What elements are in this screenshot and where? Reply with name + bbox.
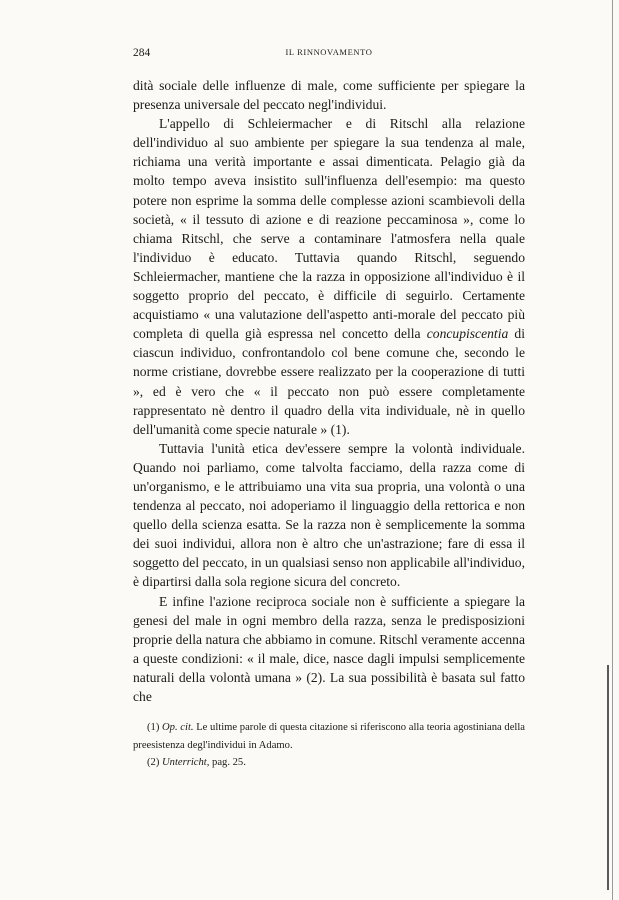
page-edge-mark [607, 665, 609, 890]
main-text [133, 76, 525, 706]
paragraph [133, 114, 525, 439]
footnote [133, 719, 525, 754]
footnote-marker: (2) [147, 757, 160, 768]
page-header [133, 47, 525, 63]
footnote-ref: Unterricht, [162, 757, 210, 768]
paragraph: dità sociale delle influenze di male, come sufficiente per spiegare la presenza universale del peccato negl'individui. [133, 78, 525, 113]
paragraph: E infine l'azione reciproca sociale non è sufficiente a spiegare la genesi del male in ogni membro della razza, senza le predisposizioni proprie della natura che abbiamo in comune. Ritschl veramente accenna a queste condizioni: « il male, dice, nasce dagli impulsi semplicemente naturali della volontà umana » (2). La sua possibilità è basata sul fatto che [133, 593, 525, 704]
footnote-text: Le ultime parole di questa citazione si riferiscono alla teoria agostiniana della preesistenza degl'individui in Adamo. [133, 722, 525, 751]
footnote [133, 754, 525, 772]
running-title: IL RINNOVAMENTO [285, 47, 373, 57]
footnote-marker: (1) [147, 722, 160, 733]
page-edge-line [612, 0, 613, 900]
paragraph-text: L'appello di Schleiermacher e di Ritschl alla relazione dell'individuo al suo ambiente per spiegare la sua tendenza al male, richiama una verità importante e assai dimenticata. Pelagio già da molto tempo aveva insistito sull'influenza dell'esempio: ma questo potere non esprime la somma delle complesse azioni scambievoli della società, « il tessuto di azione e di reazione peccaminosa », come lo chiama Ritschl, che serve a contaminare l'atmosfera nella quale l'individuo è educato. Tuttavia quando Ritschl, seguendo Schleiermacher, mantiene che la razza in opposizione all'individuo è il soggetto proprio del peccato, è difficile di seguirlo. Certamente acquistiamo « una valutazione dell'aspetto anti-morale del peccato più completa di quella già espressa nel concetto della [133, 116, 525, 342]
paragraph: Tuttavia l'unità etica dev'essere sempre la volontà individuale. Quando noi parliamo, come talvolta facciamo, della razza come di un'organismo, e le attribuiamo una vita sua propria, una volontà o una tendenza al peccato, noi adoperiamo il linguaggio della rettorica e non quello della scienza esatta. Se la razza non è semplicemente la somma dei suoi individui, allora non è altro che un'astrazione; fare di essa il soggetto del peccato, in un qualsiasi senso non applicabile all'individuo, è dipartirsi dalla sola regione sicura del concreto. [133, 440, 525, 590]
footnotes [133, 719, 525, 772]
paragraph-text: di ciascun individuo, confrontandolo col bene comune che, secondo le norme cristiane, dovrebbe essere realizzato per la cooperazione di tutti », ed è vero che « il peccato non può essere completamente rappresentato nè dentro il quadro della vita individuale, nè in quello dell'umanità come specie naturale » (1). [133, 326, 525, 437]
footnote-ref: Op. cit. [162, 722, 194, 733]
page-number: 284 [133, 47, 151, 59]
italic-term: concupiscentia [426, 326, 509, 342]
footnote-text: pag. 25. [209, 757, 246, 768]
